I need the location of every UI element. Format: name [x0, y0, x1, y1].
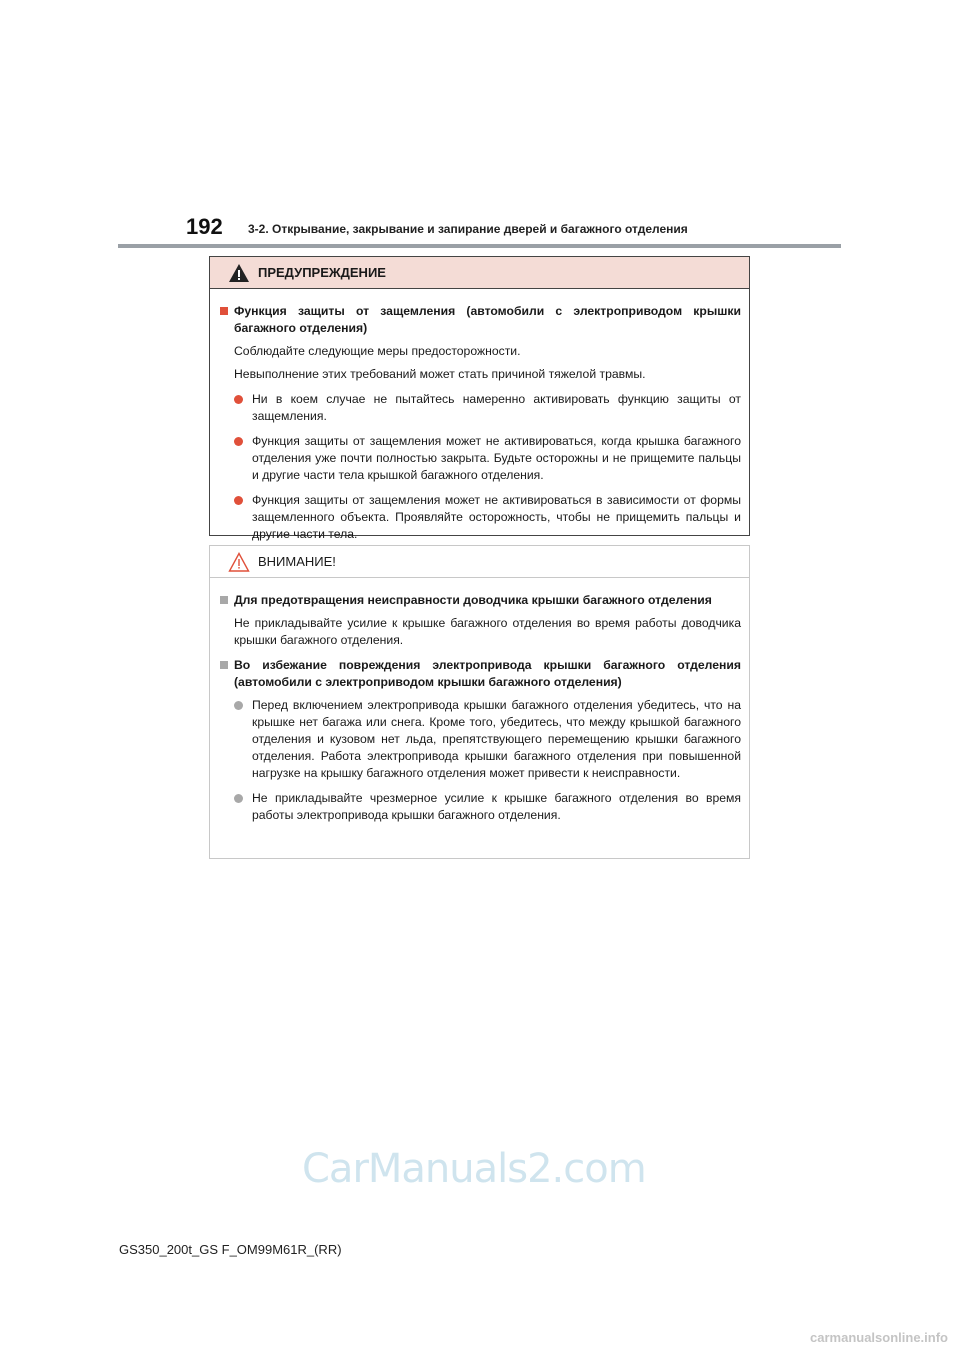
warning-triangle-icon [228, 263, 250, 283]
square-bullet-icon [220, 596, 228, 604]
square-bullet-icon [220, 307, 228, 315]
circle-bullet-icon [234, 437, 243, 446]
warning-bullet [220, 391, 741, 425]
warning-header [210, 257, 749, 289]
caution-title: ВНИМАНИЕ! [258, 554, 336, 569]
caution-heading-1 [220, 592, 741, 609]
warning-box [209, 256, 750, 541]
warning-intro-2: Невыполнение этих требований может стать причиной тяжелой травмы. [234, 367, 646, 381]
page-number: 192 [186, 214, 223, 239]
caution-text-1: Не прикладывайте усилие к крышке багажного отделения во время работы доводчика крышки багажного отделения. [234, 616, 741, 647]
circle-bullet-icon [234, 496, 243, 505]
warning-bullet [220, 433, 741, 484]
caution-heading-text: Во избежание повреждения электропривода крышки багажного отделения (автомобили с электроприводом крышки багажного отделения) [234, 658, 741, 689]
caution-bullet-text: Перед включением электропривода крышки багажного отделения убедитесь, что на крышке нет багажа или снега. Кроме того, убедитесь, что между крышкой багажного отделения и кузовом нет льда, препятствующего перемещению крышки багажного отделения. Работа электропривода крышки багажного отделения при повышенной нагрузке на крышку багажного отделения может привести к неисправности. [252, 698, 741, 780]
caution-body [210, 578, 749, 824]
warning-bullet-text: Функция защиты от защемления может не активироваться, когда крышка багажного отделения уже почти полностью закрыта. Будьте осторожны и не прищемите пальцы и другие части тела крышкой багажного отделения. [252, 434, 741, 482]
warning-title: ПРЕДУПРЕЖДЕНИЕ [258, 265, 386, 280]
circle-bullet-icon [234, 794, 243, 803]
watermark-corner: carmanualsonline.info [810, 1330, 948, 1345]
caution-header [210, 546, 749, 578]
warning-bullet-text: Функция защиты от защемления может не активироваться в зависимости от формы защемленного объекта. Проявляйте осторожность, чтобы не прищемить пальцы и другие части тела. [252, 493, 741, 541]
section-title: 3-2. Открывание, закрывание и запирание дверей и багажного отделения [248, 222, 688, 236]
square-bullet-icon [220, 661, 228, 669]
header-rule [118, 244, 841, 248]
caution-box [209, 545, 750, 859]
document-id: GS350_200t_GS F_OM99M61R_(RR) [119, 1242, 342, 1257]
circle-bullet-icon [234, 701, 243, 710]
warning-bullet [220, 492, 741, 543]
watermark-main: CarManuals2.com [302, 1146, 646, 1192]
caution-triangle-icon [228, 552, 250, 572]
circle-bullet-icon [234, 395, 243, 404]
warning-bullet-text: Ни в коем случае не пытайтесь намеренно активировать функцию защиты от защемления. [252, 392, 741, 423]
caution-bullet [220, 697, 741, 782]
warning-heading [220, 303, 741, 337]
caution-bullet-text: Не прикладывайте чрезмерное усилие к крышке багажного отделения во время работы электропривода крышки багажного отделения. [252, 791, 741, 822]
warning-body [210, 289, 749, 543]
caution-bullet [220, 790, 741, 824]
caution-heading-text: Для предотвращения неисправности доводчика крышки багажного отделения [234, 593, 712, 607]
warning-intro-1: Соблюдайте следующие меры предосторожности. [234, 344, 521, 358]
caution-heading-2 [220, 657, 741, 691]
warning-heading-text: Функция защиты от защемления (автомобили с электроприводом крышки багажного отделения) [234, 304, 741, 335]
